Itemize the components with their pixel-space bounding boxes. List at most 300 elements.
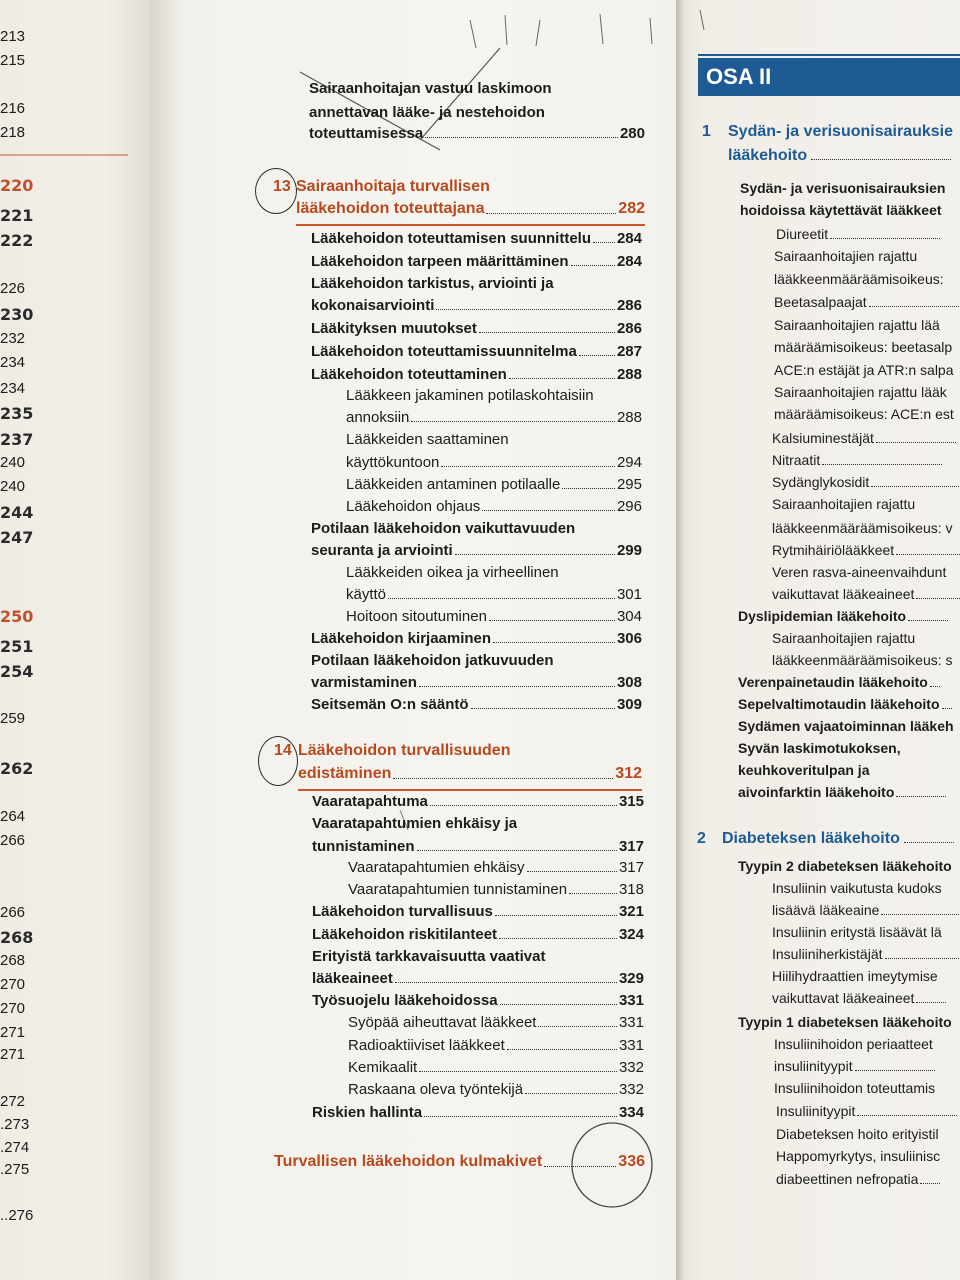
- dot-leader: [495, 915, 617, 916]
- toc-entry: [312, 838, 644, 855]
- right-toc-text: Sairaanhoitajien rajattu: [774, 248, 918, 264]
- right-toc-text: Happomyrkytys, insuliinisc: [776, 1148, 941, 1164]
- dot-leader: [388, 598, 615, 599]
- dot-leader: [593, 242, 615, 243]
- toc-entry-page: 329: [618, 970, 644, 987]
- right-toc-text: Nitraatit: [772, 452, 821, 468]
- right-toc-entry: [774, 1058, 935, 1074]
- right-toc-entry: [774, 384, 947, 400]
- dot-leader: [525, 1093, 617, 1094]
- toc-entry-page: 321: [618, 903, 644, 920]
- dot-leader: [822, 460, 942, 465]
- right-toc-entry: [772, 542, 960, 558]
- toc-entry-text: Lääkehoidon ohjaus: [346, 498, 481, 515]
- toc-entry-text: Hoitoon sitoutuminen: [346, 608, 487, 625]
- dot-leader: [395, 982, 617, 983]
- right-toc-entry: [740, 180, 945, 196]
- toc-entry-page: 296: [616, 498, 642, 515]
- pencil-circle-13: [255, 168, 297, 214]
- right-toc-entry: [772, 924, 942, 940]
- toc-entry-text: Raskaana oleva työntekijä: [348, 1081, 524, 1098]
- right-toc-entry: [738, 784, 946, 800]
- right-toc-entry: [772, 520, 953, 536]
- dot-leader: [489, 620, 615, 621]
- right-toc-text: Insuliinin vaikutusta kudoks: [772, 880, 942, 896]
- dot-leader: [393, 778, 613, 779]
- left-page-number: 271: [0, 1024, 26, 1041]
- toc-entry-page: 288: [616, 409, 642, 426]
- toc-entry-text: Lääkehoidon tarpeen määrittäminen: [311, 253, 569, 270]
- toc-entry: [312, 1104, 644, 1121]
- right-toc-text: Sydämen vajaatoiminnan lääkeh: [738, 718, 954, 734]
- right-toc-text: Sairaanhoitajien rajattu lää: [774, 317, 940, 333]
- toc-entry-page: 317: [618, 859, 644, 876]
- toc-entry-page: 284: [616, 253, 642, 270]
- toc-entry: [346, 454, 642, 471]
- chapter-14-rule: [298, 789, 642, 791]
- chapter-13-title-entry-page: 282: [618, 200, 645, 217]
- dot-leader: [424, 1116, 617, 1117]
- intro-entry: [309, 125, 645, 142]
- section-2-number: 2: [697, 830, 706, 847]
- right-toc-text: lääkkeenmääräämisoikeus:: [774, 271, 944, 287]
- toc-entry-page: 317: [618, 838, 644, 855]
- right-toc-text: Insuliinihoidon toteuttamis: [774, 1080, 936, 1096]
- chapter-14-title: Lääkehoidon turvallisuuden: [298, 742, 511, 759]
- toc-entry-page: 294: [616, 454, 642, 471]
- right-toc-text: Verenpainetaudin lääkehoito: [738, 674, 928, 690]
- toc-entry-text: Työsuojelu lääkehoidossa: [312, 992, 498, 1009]
- right-toc-entry: [774, 1080, 935, 1096]
- dot-leader: [569, 893, 617, 894]
- dot-leader: [436, 309, 615, 310]
- right-toc-text: lisäävä lääkeaine: [772, 902, 880, 918]
- dot-leader: [538, 1026, 617, 1027]
- left-page-number: 250: [0, 607, 34, 626]
- left-page-number: 254: [0, 662, 34, 681]
- right-toc-entry: [738, 696, 952, 712]
- right-toc-text: vaikuttavat lääkeaineet: [772, 586, 915, 602]
- right-toc-entry: [774, 317, 940, 333]
- dot-leader: [544, 1166, 616, 1167]
- toc-entry: [311, 674, 642, 691]
- dot-leader: [430, 805, 617, 806]
- left-page-number: .273: [0, 1116, 30, 1133]
- toc-entry: [312, 903, 644, 920]
- toc-entry-page: 309: [616, 696, 642, 713]
- chapter-14-title-entry-page: 312: [615, 765, 642, 782]
- dot-leader: [930, 682, 940, 687]
- part-title: OSA II: [706, 64, 772, 89]
- right-toc-text: Tyypin 2 diabeteksen lääkehoito: [738, 858, 952, 874]
- dot-leader: [441, 466, 615, 467]
- toc-entry: [312, 992, 644, 1009]
- right-toc-entry: [738, 762, 869, 778]
- toc-entry: Potilaan lääkehoidon jatkuvuuden: [311, 652, 554, 669]
- toc-entry-text: Vaaratapahtuma: [312, 793, 428, 810]
- right-toc-entry: [738, 608, 948, 624]
- toc-entry: [346, 409, 642, 426]
- right-toc-text: Sydänglykosidit: [772, 474, 870, 490]
- right-toc-text: Insuliinin eritystä lisäävät lä: [772, 924, 942, 940]
- right-toc-entry: [772, 902, 960, 918]
- dot-leader: [507, 1049, 617, 1050]
- right-toc-text: ACE:n estäjät ja ATR:n salpa: [774, 362, 954, 378]
- dot-leader: [419, 1071, 617, 1072]
- right-toc-entry: [774, 248, 917, 264]
- toc-entry-page: 306: [616, 630, 642, 647]
- toc-entry-page: 286: [616, 297, 642, 314]
- toc-entry-page: 331: [618, 992, 644, 1009]
- left-page-number: 268: [0, 952, 26, 969]
- dot-leader: [417, 850, 617, 851]
- right-toc-text: Sydän- ja verisuonisairauksien: [740, 180, 946, 196]
- dot-leader: [479, 332, 615, 333]
- right-toc-text: Sairaanhoitajien rajattu lääk: [774, 384, 947, 400]
- toc-entry-page: 286: [616, 320, 642, 337]
- dot-leader: [881, 910, 960, 915]
- toc-entry: [311, 542, 642, 559]
- dot-leader: [471, 708, 615, 709]
- dot-leader: [509, 378, 615, 379]
- chapter-13-title-entry: [296, 200, 645, 218]
- toc-entry: [311, 696, 642, 713]
- toc-entry: Lääkkeiden oikea ja virheellinen: [346, 564, 559, 581]
- toc-entry-text: Lääkehoidon toteuttamissuunnitelma: [311, 343, 577, 360]
- toc-entry: [311, 343, 642, 360]
- toc-entry-text: varmistaminen: [311, 674, 417, 691]
- right-toc-text: vaikuttavat lääkeaineet: [772, 990, 915, 1006]
- right-toc-text: lääkkeenmääräämisoikeus: v: [772, 520, 953, 536]
- right-toc-text: keuhkoveritulpan ja: [738, 762, 870, 778]
- right-toc-text: Dyslipidemian lääkehoito: [738, 608, 907, 624]
- right-toc-text: Insuliinityypit: [776, 1103, 856, 1119]
- dot-leader: [869, 302, 960, 307]
- dot-leader: [499, 938, 617, 939]
- dot-leader: [908, 616, 948, 621]
- right-toc-text: Tyypin 1 diabeteksen lääkehoito: [738, 1014, 952, 1030]
- toc-entry: [311, 320, 642, 337]
- final-entry-text: Turvallisen lääkehoidon kulmakivet: [274, 1153, 543, 1170]
- toc-entry-page: 295: [616, 476, 642, 493]
- right-toc-text: hoidoissa käytettävät lääkkeet: [740, 202, 942, 218]
- toc-entry: [312, 970, 644, 987]
- dot-leader: [811, 155, 951, 160]
- dot-leader: [579, 355, 615, 356]
- toc-entry-page: 318: [618, 881, 644, 898]
- left-page-number: 221: [0, 206, 34, 225]
- right-toc-entry: [772, 430, 956, 446]
- dot-leader: [871, 482, 960, 487]
- right-toc-entry: [738, 858, 952, 874]
- right-toc-entry: [738, 718, 954, 734]
- section-1-title: Sydän- ja verisuonisairauksie: [728, 123, 953, 140]
- dot-leader: [916, 594, 960, 599]
- toc-entry-page: 331: [618, 1037, 644, 1054]
- left-page-number: 213: [0, 28, 26, 45]
- toc-entry: [348, 1037, 644, 1054]
- toc-entry: [311, 253, 642, 270]
- right-toc-text: diabeettinen nefropatia: [776, 1171, 919, 1187]
- dot-leader: [855, 1066, 935, 1071]
- toc-entry: Lääkkeen jakaminen potilaskohtaisiin: [346, 387, 594, 404]
- right-toc-text: Diureetit: [776, 226, 829, 242]
- right-toc-entry: [738, 1014, 952, 1030]
- right-toc-text: Insuliinihoidon periaatteet: [774, 1036, 933, 1052]
- right-toc-entry: [772, 630, 915, 646]
- left-page-number: 264: [0, 808, 26, 825]
- dot-leader: [562, 488, 615, 489]
- right-toc-entry: [772, 968, 938, 984]
- dot-leader: [942, 704, 952, 709]
- toc-entry-text: Lääkehoidon kirjaaminen: [311, 630, 492, 647]
- left-page-number: 215: [0, 52, 26, 69]
- left-page-number: 251: [0, 637, 34, 656]
- right-toc-text: määräämisoikeus: ACE:n est: [774, 406, 954, 422]
- final-entry-page: 336: [618, 1153, 645, 1170]
- right-toc-entry: [774, 362, 954, 378]
- toc-entry-text: Riskien hallinta: [312, 1104, 423, 1121]
- dot-leader: [486, 213, 616, 214]
- left-page-number: 271: [0, 1046, 26, 1063]
- right-toc-entry: [772, 496, 915, 512]
- dot-leader: [527, 871, 617, 872]
- right-toc-entry: [772, 564, 946, 580]
- dot-leader: [896, 550, 960, 555]
- toc-entry: Lääkkeiden saattaminen: [346, 431, 509, 448]
- toc-entry-page: 332: [618, 1059, 644, 1076]
- dot-leader: [411, 421, 615, 422]
- section-1-number: 1: [702, 123, 711, 140]
- toc-entry: [346, 498, 642, 515]
- dot-leader: [857, 1111, 957, 1116]
- chapter-13-title-entry-text: lääkehoidon toteuttajana: [296, 200, 485, 217]
- chapter-14-number: 14: [274, 742, 292, 759]
- left-page-number: 234: [0, 380, 26, 397]
- toc-entry: Vaaratapahtumien ehkäisy ja: [312, 815, 518, 832]
- dot-leader: [493, 642, 615, 643]
- toc-entry: [312, 926, 644, 943]
- toc-entry-text: Lääkehoidon toteuttamisen suunnittelu: [311, 230, 592, 247]
- dot-leader: [500, 1004, 617, 1005]
- intro-entry-text: toteuttamisessa: [309, 125, 424, 142]
- chapter-14-title-entry-text: edistäminen: [298, 765, 392, 782]
- left-page-number: 234: [0, 354, 26, 371]
- chapter-13-rule: [296, 224, 645, 226]
- left-page-number: 226: [0, 280, 26, 297]
- right-toc-text: Kalsiuminestäjät: [772, 430, 874, 446]
- toc-entry-text: Kemikaalit: [348, 1059, 418, 1076]
- dot-leader: [904, 838, 954, 843]
- left-page-number: 266: [0, 832, 26, 849]
- toc-entry-text: Lääkehoidon toteuttaminen: [311, 366, 507, 383]
- toc-entry-text: Vaaratapahtumien ehkäisy: [348, 859, 525, 876]
- right-toc-entry: [776, 1171, 940, 1187]
- dot-leader: [830, 234, 940, 239]
- dot-leader: [425, 137, 618, 138]
- toc-entry-page: 301: [616, 586, 642, 603]
- right-toc-text: Rytmihäiriölääkkeet: [772, 542, 895, 558]
- dot-leader: [455, 554, 615, 555]
- right-toc-text: Sepelvaltimotaudin lääkehoito: [738, 696, 940, 712]
- right-toc-entry: [776, 226, 940, 242]
- toc-entry: [311, 230, 642, 247]
- left-page-number: .274: [0, 1139, 30, 1156]
- left-page-number: 235: [0, 404, 34, 423]
- chapter-14-title-entry: [298, 765, 642, 783]
- left-page-number: 272: [0, 1093, 26, 1110]
- chapter-13-number: 13: [273, 178, 291, 195]
- final-entry: [274, 1153, 645, 1171]
- section-1-title-text: lääkehoito: [728, 147, 808, 164]
- toc-entry-page: 331: [618, 1014, 644, 1031]
- toc-entry-page: 308: [616, 674, 642, 691]
- right-toc-entry: [776, 1148, 940, 1164]
- right-toc-text: Sairaanhoitajien rajattu: [772, 630, 916, 646]
- right-toc-entry: [772, 586, 960, 602]
- toc-entry: [346, 586, 642, 603]
- right-toc-entry: [776, 1103, 957, 1119]
- right-toc-text: lääkkeenmääräämisoikeus: s: [772, 652, 953, 668]
- left-page-number: 262: [0, 759, 34, 778]
- right-toc-entry: [738, 674, 940, 690]
- toc-entry: [348, 859, 644, 876]
- toc-entry: Potilaan lääkehoidon vaikuttavuuden: [311, 520, 576, 537]
- right-toc-text: Insuliiniherkistäjät: [772, 946, 883, 962]
- toc-entry-text: annoksiin: [346, 409, 410, 426]
- left-page-number: 218: [0, 124, 26, 141]
- right-toc-entry: [772, 652, 953, 668]
- section-2-title: [722, 830, 954, 848]
- toc-entry: [348, 1059, 644, 1076]
- right-toc-entry: [772, 452, 942, 468]
- dot-leader: [482, 510, 615, 511]
- right-toc-entry: [774, 1036, 933, 1052]
- right-toc-text: Veren rasva-aineenvaihdunt: [772, 564, 947, 580]
- left-page-number: .275: [0, 1161, 30, 1178]
- left-page-number: 232: [0, 330, 26, 347]
- left-page-number: 268: [0, 928, 34, 947]
- toc-entry: [348, 1014, 644, 1031]
- right-toc-entry: [774, 406, 954, 422]
- toc-entry-text: Syöpää aiheuttavat lääkkeet: [348, 1014, 537, 1031]
- right-toc-entry: [776, 1126, 939, 1142]
- section-2-title-text: Diabeteksen lääkehoito: [722, 830, 900, 847]
- left-page-number: 266: [0, 904, 26, 921]
- toc-entry: [312, 793, 644, 810]
- left-page-number: 237: [0, 430, 34, 449]
- dot-leader: [916, 998, 946, 1003]
- toc-entry: [311, 297, 642, 314]
- toc-entry-text: lääkeaineet: [312, 970, 393, 987]
- dot-leader: [920, 1179, 940, 1184]
- toc-entry-text: Lääkkeiden antaminen potilaalle: [346, 476, 561, 493]
- pencil-scribbles: [470, 10, 704, 48]
- intro-entry-page: 280: [619, 125, 645, 142]
- section-1-title: [728, 147, 951, 165]
- right-toc-entry: [738, 740, 901, 756]
- toc-entry: [311, 366, 642, 383]
- toc-entry-text: Lääkehoidon turvallisuus: [312, 903, 493, 920]
- right-toc-entry: [772, 474, 960, 490]
- toc-entry-text: Lääkehoidon riskitilanteet: [312, 926, 498, 943]
- right-toc-text: Syvän laskimotukoksen,: [738, 740, 901, 756]
- toc-entry-page: 284: [616, 230, 642, 247]
- toc-entry-page: 324: [618, 926, 644, 943]
- right-toc-text: Hiilihydraattien imeytymise: [772, 968, 938, 984]
- left-page-number: 220: [0, 176, 34, 195]
- intro-line: Sairaanhoitajan vastuu laskimoon: [309, 80, 552, 97]
- toc-entry-text: Radioaktiiviset lääkkeet: [348, 1037, 505, 1054]
- dot-leader: [896, 792, 946, 797]
- toc-entry-text: Lääkityksen muutokset: [311, 320, 477, 337]
- toc-entry: [346, 476, 642, 493]
- left-page-number: 240: [0, 478, 26, 495]
- toc-entry: [348, 881, 644, 898]
- toc-entry: Lääkehoidon tarkistus, arviointi ja: [311, 275, 554, 292]
- right-toc-entry: [774, 339, 952, 355]
- chapter-13-title: Sairaanhoitaja turvallisen: [296, 178, 490, 195]
- toc-entry-page: 299: [616, 542, 642, 559]
- right-toc-entry: [740, 202, 942, 218]
- toc-entry-page: 287: [616, 343, 642, 360]
- right-toc-text: Beetasalpaajat: [774, 294, 867, 310]
- toc-entry-text: Vaaratapahtumien tunnistaminen: [348, 881, 568, 898]
- toc-entry-text: seuranta ja arviointi: [311, 542, 453, 559]
- toc-entry: Erityistä tarkkavaisuutta vaativat: [312, 948, 546, 965]
- left-page-number: 216: [0, 100, 26, 117]
- toc-entry-page: 334: [618, 1104, 644, 1121]
- dot-leader: [876, 438, 956, 443]
- right-toc-text: määräämisoikeus: beetasalp: [774, 339, 953, 355]
- toc-entry: [346, 608, 642, 625]
- right-toc-entry: [772, 990, 946, 1006]
- left-page-number: 259: [0, 710, 26, 727]
- right-toc-entry: [772, 946, 960, 962]
- left-page-number: 244: [0, 503, 34, 522]
- toc-entry-page: 288: [616, 366, 642, 383]
- toc-entry-page: 315: [618, 793, 644, 810]
- toc-entry: [348, 1081, 644, 1098]
- left-page-number: 270: [0, 976, 26, 993]
- left-page-number: 222: [0, 231, 34, 250]
- dot-leader: [419, 686, 615, 687]
- left-page-number: 270: [0, 1000, 26, 1017]
- pencil-circle-14: [258, 736, 298, 786]
- dot-leader: [885, 954, 960, 959]
- left-page-number: ..276: [0, 1207, 34, 1224]
- toc-entry-text: käyttö: [346, 586, 387, 603]
- right-toc-entry: [774, 294, 960, 310]
- left-page-number: 230: [0, 305, 34, 324]
- intro-line: annettavan lääke- ja nestehoidon: [309, 104, 545, 121]
- left-page-number: 247: [0, 528, 34, 547]
- dot-leader: [571, 265, 615, 266]
- toc-entry: [311, 630, 642, 647]
- toc-entry-text: kokonaisarviointi: [311, 297, 435, 314]
- right-toc-entry: [774, 271, 944, 287]
- left-page-number: 240: [0, 454, 26, 471]
- right-toc-text: Diabeteksen hoito erityistil: [776, 1126, 939, 1142]
- toc-entry-text: tunnistaminen: [312, 838, 415, 855]
- toc-entry-page: 304: [616, 608, 642, 625]
- toc-entry-text: Seitsemän O:n sääntö: [311, 696, 469, 713]
- toc-entry-page: 332: [618, 1081, 644, 1098]
- right-toc-text: Sairaanhoitajien rajattu: [772, 496, 916, 512]
- right-toc-entry: [772, 880, 942, 896]
- right-toc-text: insuliinityypit: [774, 1058, 853, 1074]
- toc-entry-text: käyttökuntoon: [346, 454, 440, 471]
